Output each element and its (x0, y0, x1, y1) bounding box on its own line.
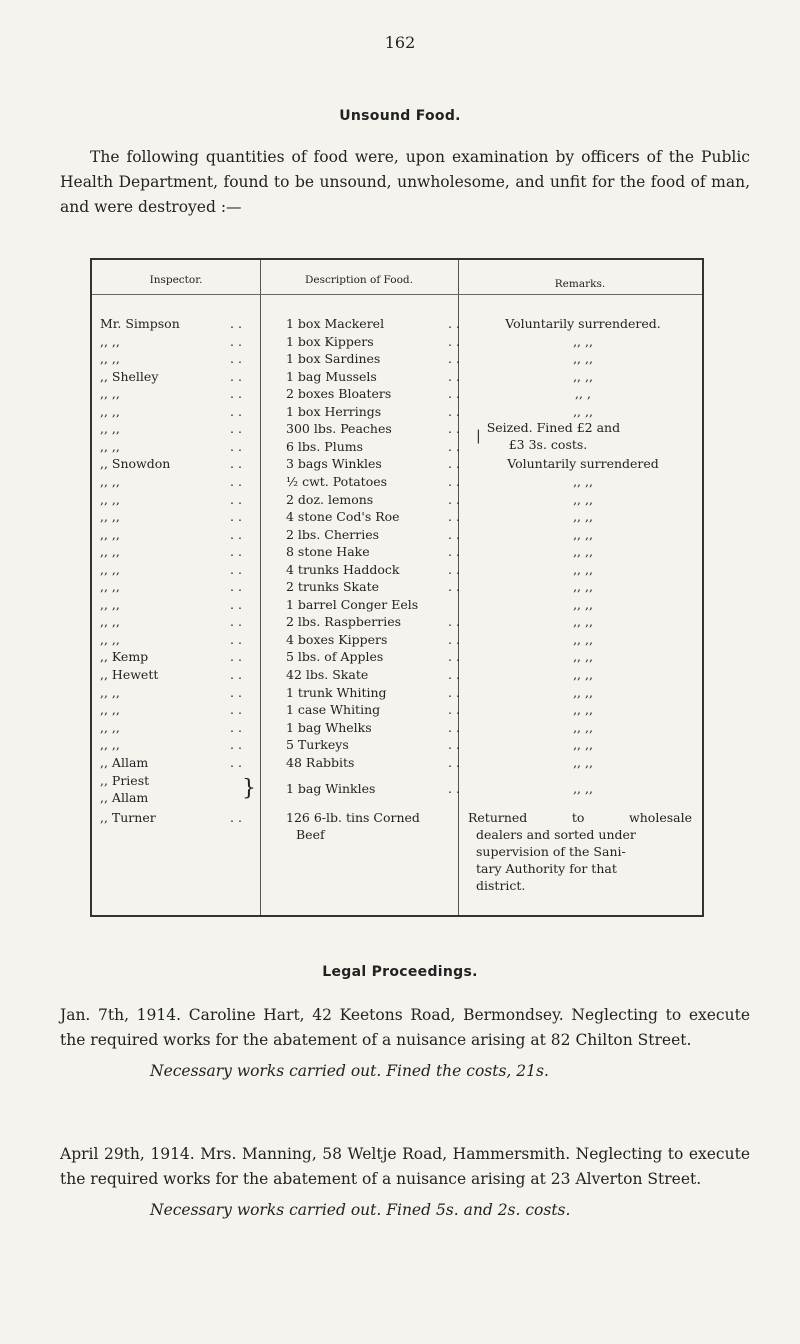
table-row (92, 648, 702, 665)
case-entry (60, 1003, 750, 1084)
table-row (92, 403, 702, 420)
inspector-cell: ,, ,, . . (100, 491, 242, 507)
description-cell: 4 boxes Kippers . . (286, 631, 460, 647)
turner-remark-line: tary Authority for that (476, 861, 617, 876)
remarks-cell: Voluntarily surrendered (507, 456, 659, 472)
inspector-cell: ,, ,, . . (100, 579, 242, 595)
table-row (92, 736, 702, 753)
inspector-cell: ,, ,, . . (100, 438, 242, 454)
table-row (92, 491, 702, 508)
description-cell: 5 Turkeys . . (286, 737, 460, 753)
inspector-cell: ,, ,, . . (100, 631, 242, 647)
inspector-cell: ,, ,, . . (100, 351, 242, 367)
description-cell: 42 lbs. Skate . . (286, 667, 460, 682)
remarks-cell: ,, ,, (573, 473, 593, 489)
remarks-cell: ,, ,, (573, 526, 593, 542)
remarks-cell: ,, ,, (573, 719, 593, 735)
remarks-cell: ,, ,, (573, 491, 593, 507)
description-cell: 126 6-lb. tins Corned (286, 810, 420, 825)
description-cell: 2 doz. lemons . . (286, 491, 460, 507)
legal-title: Legal Proceedings. (322, 964, 478, 980)
remarks-cell: ,, , (575, 386, 591, 402)
remarks-cell: ,, ,, (573, 702, 593, 718)
case-verdict: Necessary works carried out. Fined the costs, 21s. (150, 1062, 549, 1080)
turner-remark-line: district. (476, 878, 526, 893)
description-cell: 1 bag Winkles . . (286, 781, 460, 796)
inspector-cell: Mr. Simpson . . (100, 316, 242, 331)
table-row (92, 368, 702, 385)
remarks-cell: ,, ,, (573, 596, 593, 612)
turner-remark-line: Returned to wholesale (468, 810, 692, 825)
remarks-cell: ,, ,, (573, 781, 593, 796)
table-row (92, 508, 702, 525)
description-cell: 1 barrel Conger Eels (286, 596, 419, 612)
remarks-cell: ,, ,, (573, 684, 593, 700)
inspector-cell: ,, ,, . . (100, 684, 242, 700)
table-row (92, 315, 702, 332)
brace-icon: | (476, 428, 481, 444)
inspector-cell: ,, ,, . . (100, 614, 242, 630)
brace-icon: } (242, 776, 256, 801)
description-cell: Beef (296, 827, 325, 842)
inspector-cell: ,, Hewett . . (100, 667, 242, 682)
description-cell: 2 lbs. Raspberries . . (286, 614, 460, 630)
table-row (92, 684, 702, 701)
description-cell: 3 bags Winkles . . (286, 456, 460, 472)
remarks-cell: ,, ,, (573, 333, 593, 349)
inspector-priest: ,, Priest (100, 773, 150, 788)
remarks-cell: ,, ,, (573, 667, 593, 682)
inspector-cell: ,, ,, . . (100, 719, 242, 735)
table-row (92, 578, 702, 595)
table-row (92, 780, 702, 797)
table-row (92, 561, 702, 578)
description-cell: 8 stone Hake . . (286, 544, 460, 560)
inspector-cell: ,, ,, . . (100, 421, 242, 437)
description-cell: 1 bag Mussels . . (286, 368, 460, 384)
inspector-allam: ,, Allam (100, 790, 149, 805)
header-inspector: Inspector. (149, 274, 203, 286)
inspector-cell: ,, ,, . . (100, 544, 242, 560)
description-cell: ½ cwt. Potatoes . . (286, 473, 460, 489)
remarks-cell: ,, ,, (573, 403, 593, 419)
seized-remark (476, 419, 696, 453)
table-row (92, 754, 702, 771)
description-cell: 2 boxes Bloaters . . (286, 386, 460, 402)
description-cell: 1 trunk Whiting . . (286, 684, 460, 700)
description-cell: 1 box Herrings . . (286, 403, 460, 419)
remarks-cell: ,, ,, (573, 649, 593, 665)
remarks-cell: ,, ,, (573, 368, 593, 384)
table-row (92, 596, 702, 613)
table-row (92, 701, 702, 718)
remarks-cell: ,, ,, (573, 351, 593, 367)
seized-remark-line1: Seized. Fined £2 and (486, 420, 621, 435)
table-row (92, 543, 702, 560)
inspector-cell: ,, ,, . . (100, 509, 242, 525)
remarks-cell: ,, ,, (573, 579, 593, 595)
inspector-cell: ,, Snowdon . . (100, 456, 242, 472)
inspector-cell: ,, Shelley . . (100, 368, 242, 384)
turner-remark-line: dealers and sorted under (476, 827, 636, 842)
remarks-cell: ,, ,, (573, 509, 593, 525)
description-cell: 4 stone Cod's Roe . . (286, 509, 460, 525)
case-entry (60, 1142, 750, 1223)
table-row (92, 385, 702, 402)
description-cell: 1 box Kippers . . (286, 333, 460, 349)
case-verdict: Necessary works carried out. Fined 5s. and 2s. costs. (150, 1201, 571, 1219)
remarks-cell: ,, ,, (573, 631, 593, 647)
header-remarks: Remarks. (554, 278, 606, 290)
inspector-cell: ,, ,, . . (100, 403, 242, 419)
description-cell: 2 trunks Skate . . (286, 579, 460, 595)
inspector-cell: ,, ,, . . (100, 702, 242, 718)
description-cell: 1 bag Whelks . . (286, 719, 460, 735)
description-cell: 5 lbs. of Apples . . (286, 649, 460, 665)
seized-remark-line2: £3 3s. costs. (508, 437, 588, 452)
case-text: April 29th, 1914. Mrs. Manning, 58 Weltje Road, Hammersmith. Neglecting to execute the required works for the abatement of a nuisance arising at 23 Alverton Street. (60, 1145, 750, 1188)
description-cell: 4 trunks Haddock . . (286, 561, 460, 577)
remarks-cell: ,, ,, (573, 544, 593, 560)
remarks-cell: ,, ,, (573, 561, 593, 577)
inspector-cell: ,, ,, . . (100, 386, 242, 402)
inspector-cell: ,, Turner . . (100, 810, 242, 825)
inspector-cell: ,, ,, . . (100, 473, 242, 489)
intro-paragraph: The following quantities of food were, upon examination by officers of the Public Health Department, found to be unsound, unwholesome, and unfit for the food of man, and were destroyed :— (60, 148, 750, 216)
table-row (92, 333, 702, 350)
turner-remarks (468, 809, 692, 894)
inspector-cell: ,, Kemp . . (100, 649, 242, 665)
header-rule (458, 294, 702, 295)
description-cell: 2 lbs. Cherries . . (286, 526, 460, 542)
inspector-cell: ,, ,, . . (100, 737, 242, 753)
case-text: Jan. 7th, 1914. Caroline Hart, 42 Keetons Road, Bermondsey. Neglecting to execute the required works for the abatement of a nuisance arising at 82 Chilton Street. (60, 1006, 750, 1049)
table-row (92, 455, 702, 472)
table-row (92, 719, 702, 736)
table-row (92, 631, 702, 648)
inspector-cell: ,, Allam . . (100, 754, 242, 770)
description-cell: 1 box Sardines . . (286, 351, 460, 367)
inspector-cell: ,, ,, . . (100, 333, 242, 349)
turner-remark-line: supervision of the Sani- (476, 844, 626, 859)
header-rule (260, 294, 458, 295)
inspector-cell: ,, ,, . . (100, 596, 242, 612)
inspector-cell: ,, ,, . . (100, 526, 242, 542)
remarks-cell: ,, ,, (573, 754, 593, 770)
section-title: Unsound Food. (339, 108, 461, 124)
remarks-cell: Voluntarily surrendered. (505, 316, 661, 331)
table-row (92, 526, 702, 543)
inspector-cell: ,, ,, . . (100, 561, 242, 577)
description-cell: 1 case Whiting . . (286, 702, 460, 718)
table-row (92, 350, 702, 367)
header-description: Description of Food. (305, 274, 413, 286)
remarks-cell: ,, ,, (573, 737, 593, 753)
remarks-cell: ,, ,, (573, 614, 593, 630)
description-cell: 6 lbs. Plums . . (286, 438, 460, 454)
description-cell: 300 lbs. Peaches . . (286, 421, 460, 437)
header-rule (92, 294, 260, 295)
table-row (92, 473, 702, 490)
unsound-food-table (90, 258, 704, 917)
description-cell: 1 box Mackerel . . (286, 316, 460, 331)
description-cell: 48 Rabbits . . (286, 754, 460, 770)
table-row (92, 666, 702, 683)
table-row (92, 613, 702, 630)
page-number: 162 (384, 33, 416, 52)
